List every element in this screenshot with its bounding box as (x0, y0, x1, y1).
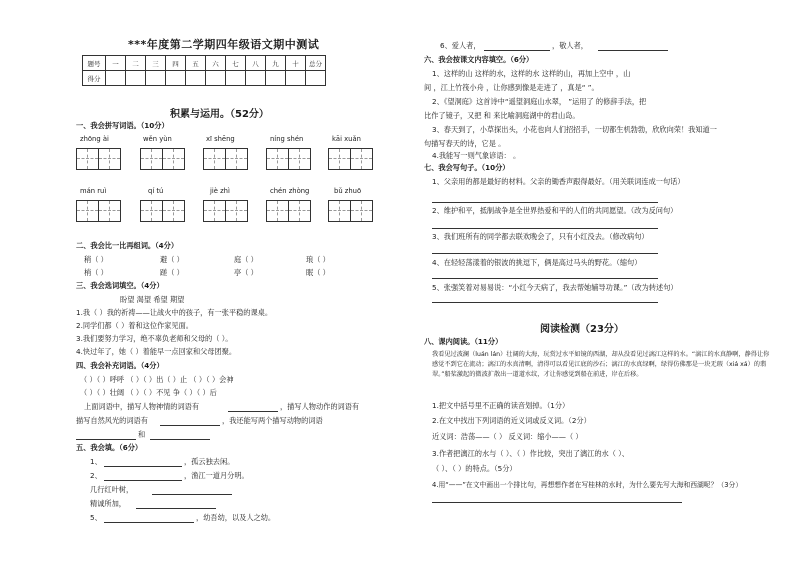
writing-box[interactable] (288, 200, 311, 222)
answer-line[interactable] (104, 480, 182, 481)
poem-line: ，孤云独去闲。 (184, 457, 235, 466)
q5-title: 五、我会填。（6分） (76, 443, 143, 452)
compare-item[interactable]: 亭（ ） (234, 268, 258, 277)
score-cell: 十 (286, 56, 306, 71)
writing-box[interactable] (162, 148, 185, 170)
reading-question: 1.把文中括号里不正确的读音划掉。（1分） (432, 401, 570, 410)
score-input-cell[interactable] (286, 71, 306, 86)
score-cell: 七 (226, 56, 246, 71)
compare-item[interactable]: 稍（ ） (84, 255, 108, 264)
score-input-cell[interactable] (246, 71, 266, 86)
answer-line[interactable] (136, 508, 216, 509)
writing-box[interactable] (76, 148, 99, 170)
part2-title: 阅读检测（23分） (540, 324, 624, 335)
score-input-cell[interactable] (266, 71, 286, 86)
sentence-task: 1、父亲用的都是最好的材料。父亲的锄香声跟得最好。（用关联词连成一句话） (432, 177, 685, 186)
fill-sentence[interactable]: 4.快过年了，她（ ）着能早一点回家和父母团聚。 (76, 347, 237, 356)
compare-item[interactable]: 琅（ ） (306, 255, 330, 264)
writing-box[interactable] (140, 200, 163, 222)
answer-line[interactable] (484, 50, 550, 51)
q1-title: 一、我会拼写词语。（10分） (76, 121, 169, 130)
q4-text: ，我还能写两个描写动物的词语 (222, 416, 323, 425)
sentence-task: 2、维护和平，抵制战争是全世界热爱和平的人们的共同愿望。（改为反问句） (432, 206, 678, 215)
answer-line[interactable] (432, 302, 658, 303)
writing-box[interactable] (140, 148, 163, 170)
score-input-cell[interactable] (146, 71, 166, 86)
score-input-cell[interactable] (166, 71, 186, 86)
sentence-task: 3、我们班所有的同学都去联欢晚会了，只有小红没去。（修改病句） (432, 232, 649, 241)
compare-item[interactable]: 蹉（ ） (160, 268, 184, 277)
answer-line[interactable] (432, 253, 658, 254)
writing-box[interactable] (266, 148, 289, 170)
pinyin-label: jiè zhì (210, 187, 230, 195)
q4-title: 四、我会补充词语。（4分） (76, 361, 164, 370)
answer-line[interactable] (432, 502, 682, 503)
score-cell: 题号 (83, 56, 106, 71)
writing-box[interactable] (162, 200, 185, 222)
reading-question[interactable]: （ ）、（ ）的特点。（5分） (432, 464, 517, 473)
poem-line: 几行红叶树， (90, 485, 134, 494)
sentence-task: 4、在轻轻荡漾着的银波的挑逗下，俩是高过马头的野花。（缩句） (432, 258, 642, 267)
answer-line[interactable] (104, 466, 182, 467)
q5-6-prefix: 6、爱人者， (440, 41, 481, 50)
pinyin-label: kāi xuǎn (332, 135, 361, 143)
poem-num: 1、 (90, 457, 102, 466)
q3-title: 三、我会选词填空。（4分） (76, 281, 164, 290)
score-cell: 三 (146, 56, 166, 71)
reading-question[interactable]: 3.作者把漓江的水与（ ）、（ ）作比较，突出了漓江的水（ ）、 (432, 449, 629, 458)
reading-question: 2.在文中找出下列词语的近义词或反义词。（2分） (432, 416, 591, 425)
pinyin-label: níng shén (270, 135, 304, 143)
compare-item[interactable]: 避（ ） (160, 255, 184, 264)
score-input-cell[interactable] (306, 71, 326, 86)
writing-box[interactable] (328, 148, 351, 170)
score-cell: 四 (166, 56, 186, 71)
score-input-cell[interactable] (106, 71, 126, 86)
fill-sentence[interactable]: 3.我们要努力学习，绝不辜负老师和父母的（ ）。 (76, 334, 233, 343)
score-cell: 得分 (83, 71, 106, 86)
q6-line[interactable]: 比作了镜子，又把 和 来比喻洞庭湖中的君山岛。 (424, 111, 580, 120)
poem-num: 5、 (90, 513, 102, 522)
reading-question[interactable]: 近义词：浩荡——（ ） 反义词：缩小——（ ） (432, 432, 583, 441)
writing-box[interactable] (98, 200, 121, 222)
q4-text: 描写自然风光的词语有 (76, 416, 148, 425)
answer-line[interactable] (152, 494, 232, 495)
writing-box[interactable] (266, 200, 289, 222)
answer-line[interactable] (160, 425, 220, 426)
answer-line[interactable] (150, 439, 210, 440)
writing-box[interactable] (328, 200, 351, 222)
writing-box[interactable] (203, 148, 226, 170)
pinyin-label: mán ruì (80, 187, 107, 195)
part1-title: 积累与运用。（52分） (170, 109, 269, 120)
score-input-cell[interactable] (186, 71, 206, 86)
q8-title: 八、课内阅读。（11分） (424, 337, 503, 346)
answer-line[interactable] (104, 522, 194, 523)
writing-box[interactable] (225, 148, 248, 170)
q4-text: 和 (138, 430, 146, 439)
score-input-cell[interactable] (226, 71, 246, 86)
score-cell: 五 (186, 56, 206, 71)
poem-num: 2、 (90, 471, 102, 480)
pinyin-label: wěn yùn (143, 135, 172, 143)
writing-box[interactable] (288, 148, 311, 170)
pinyin-label: qí tú (148, 187, 164, 195)
reading-question: 4.用“——”在文中画出一个排比句，再想想作者在写桂林的水时，为什么要先写大海和西湖呢？（3分） (432, 481, 743, 489)
writing-box[interactable] (350, 200, 373, 222)
compare-item[interactable]: 庭（ ） (234, 255, 258, 264)
q6-line[interactable]: 4.我能写一则气象谚语： 。 (432, 151, 521, 160)
compare-item[interactable]: 梢（ ） (84, 268, 108, 277)
reading-passage: 我看见过波澜（luán lán）壮阔的大海，玩赏过水平如镜的西湖，却从没看见过漓江这样的水。“漓江的水真静啊，静得让你感觉不到它在流动；漓江的水真清啊，清得可以看见江底的沙石；漓江的水真绿啊，绿得仿佛那是一块无瑕（xiá xá）的翡翠。”船桨激起的微波扩散出一道道水纹，才让你感觉到船在前进，岸在后移。 (432, 351, 770, 378)
q6-line[interactable]: 1、这样的山 这样的水，这样的水 这样的山，再加上空中 ，山 (432, 69, 631, 78)
fill-sentence[interactable]: 2.同学们都（ ）着和这位作家见面。 (76, 321, 193, 330)
answer-line[interactable] (76, 439, 136, 440)
word-options: 盼望 渴望 希望 期望 (120, 295, 185, 304)
answer-line[interactable] (598, 50, 668, 51)
poem-line: ，渔江一道月分明。 (184, 471, 249, 480)
sentence-task: 5、张强笑着对易易说：“小红今天病了，我去帮她辅导功课。”（改为转述句） (432, 283, 678, 292)
q6-line: 3、春天到了，小草探出头，小花也向人们招招手，一切都生机勃勃，欣欣向荣！我知道一 (432, 125, 717, 134)
pinyin-label: xī shēng (206, 135, 235, 143)
writing-box[interactable] (350, 148, 373, 170)
answer-line[interactable] (228, 411, 278, 412)
score-input-cell[interactable] (126, 71, 146, 86)
score-input-cell[interactable] (206, 71, 226, 86)
writing-box[interactable] (98, 148, 121, 170)
q7-title: 七、我会写句子。（10分） (424, 163, 510, 172)
poem-line: 精诚所加， (90, 499, 126, 508)
score-cell: 二 (126, 56, 146, 71)
score-cell: 八 (246, 56, 266, 71)
answer-line[interactable] (432, 278, 658, 279)
score-table-score-row (83, 71, 326, 86)
exam-title: ***年度第二学期四年级语文期中测试 (128, 38, 320, 51)
pinyin-label: bǔ zhuō (334, 187, 362, 195)
q6-line[interactable]: 2、《望洞庭》这首诗中“遥望洞庭山水翠， ”运用了 的修辞手法，把 (432, 97, 647, 106)
score-table-header-row (83, 56, 326, 71)
score-cell: 六 (206, 56, 226, 71)
score-cell: 一 (106, 56, 126, 71)
answer-line[interactable] (432, 202, 658, 203)
pinyin-label: zhōng ài (80, 135, 109, 143)
q5-6-mid: ，敬人者， (552, 41, 588, 50)
poem-line: ，幼吾幼，以及人之幼。 (196, 513, 276, 522)
q6-line[interactable]: 句描写春天的诗，它是 。 (424, 139, 506, 148)
q4-text: 上面词语中，描写人物神情的词语有 (84, 402, 200, 411)
writing-box[interactable] (76, 200, 99, 222)
score-cell: 九 (266, 56, 286, 71)
score-table (82, 55, 326, 86)
writing-box[interactable] (203, 200, 226, 222)
answer-line[interactable] (432, 228, 658, 229)
writing-box[interactable] (225, 200, 248, 222)
q6-title: 六、我会按课文内容填空。（6分） (424, 55, 534, 64)
fill-sentence[interactable]: 1.我（ ）我的祈祷——让战火中的孩子，有一张平稳的课桌。 (76, 308, 273, 317)
idiom-row[interactable]: （ ）（ ）壮阔 （ ）（ ）不见 争（ ）（ ）后 (80, 388, 217, 397)
idiom-row[interactable]: （ ）（ ）呼呼 （ ）（ ）出（ ）止 （ ）（ ）会神 (80, 375, 234, 384)
pinyin-label: chén zhòng (270, 187, 310, 195)
q4-text: ，描写人物动作的词语有 (280, 402, 360, 411)
q6-line[interactable]: 间 ，江上竹筏小舟 ，让你感到像是走进了 ，真是“ ”。 (424, 83, 599, 92)
score-cell: 总分 (306, 56, 326, 71)
q2-title: 二、我会比一比再组词。（4分） (76, 241, 179, 250)
compare-item[interactable]: 眠（ ） (306, 268, 330, 277)
